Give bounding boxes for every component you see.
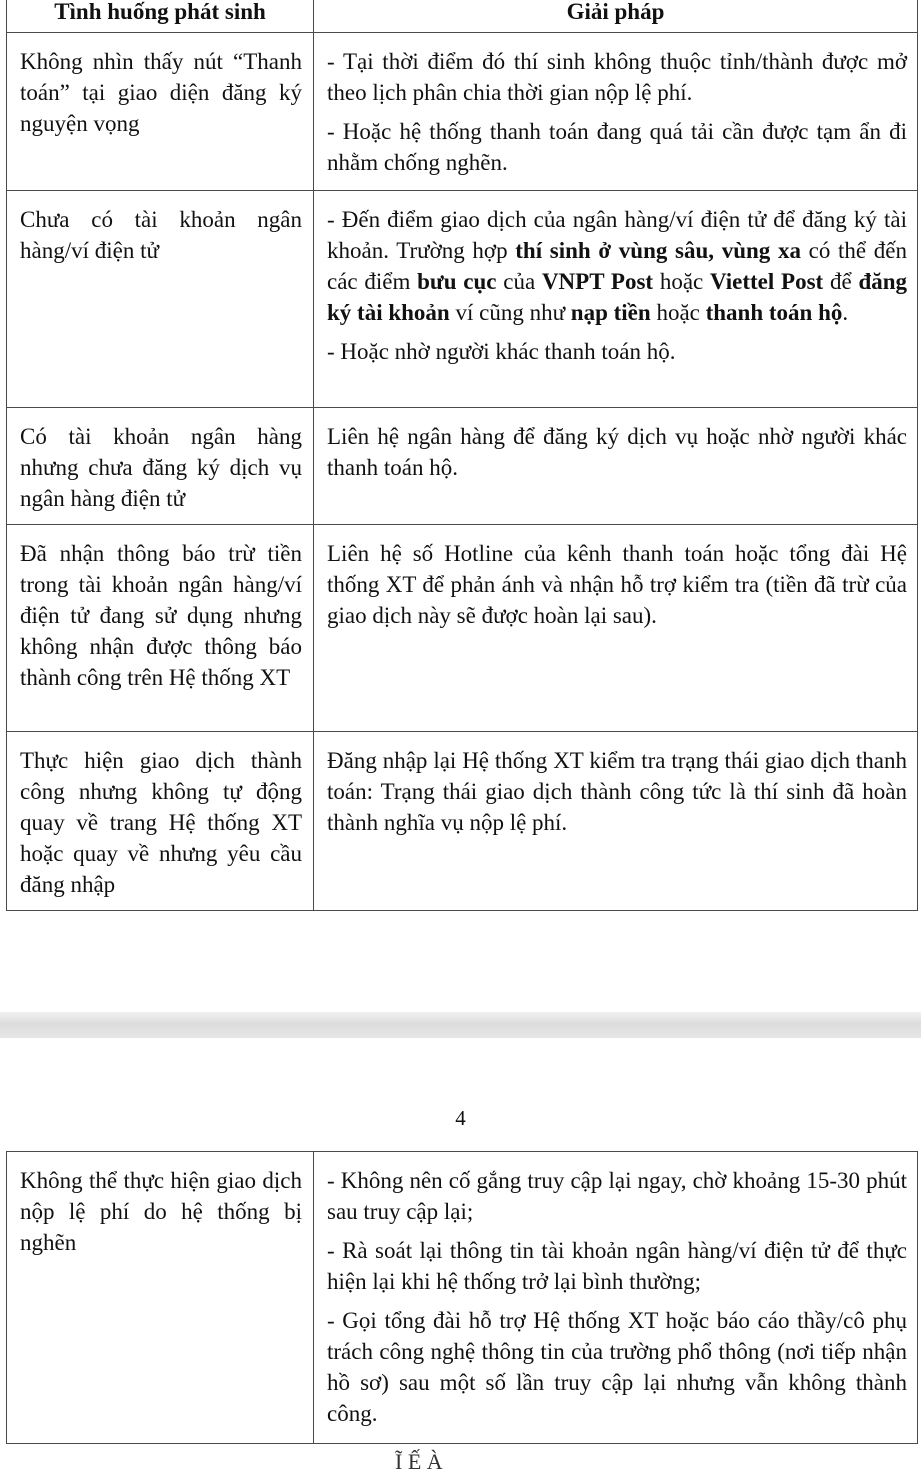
page-divider — [0, 1012, 921, 1038]
table-row — [7, 33, 918, 191]
table-row — [7, 191, 918, 408]
table-row — [7, 732, 918, 911]
situation-cell: Thực hiện giao dịch thành công nhưng không tự động quay về trang Hệ thống XT hoặc quay về nhưng yêu cầu đăng nhập — [7, 732, 314, 911]
solution-line: - Hoặc nhờ người khác thanh toán hộ. — [327, 339, 676, 364]
solution-cell — [314, 191, 918, 408]
table-row — [7, 408, 918, 525]
situation-cell: Đã nhận thông báo trừ tiền trong tài khoản ngân hàng/ví điện tử đang sử dụng nhưng không nhận được thông báo thành công trên Hệ thống XT — [7, 525, 314, 732]
solution-cell: Liên hệ số Hotline của kênh thanh toán hoặc tổng đài Hệ thống XT để phản ánh và nhận hỗ trợ kiểm tra (tiền đã trừ của giao dịch này sẽ được hoàn lại sau). — [314, 525, 918, 732]
solution-line: - Đến điểm giao dịch của ngân hàng/ví điện tử để đăng ký tài khoản. Trường hợp thí sinh ở vùng sâu, vùng xa có thể đến các điểm bưu cục của VNPT Post hoặc Viettel Post để đăng ký tài khoản ví cũng như nạp tiền hoặc thanh toán hộ. — [327, 207, 908, 325]
situation-cell: Không nhìn thấy nút “Thanh toán” tại giao diện đăng ký nguyện vọng — [7, 33, 314, 191]
troubleshooting-table — [6, 0, 918, 911]
page-number: 4 — [455, 1106, 466, 1130]
table-row — [7, 1152, 918, 1444]
solution-line: - Gọi tổng đài hỗ trợ Hệ thống XT hoặc báo cáo thầy/cô phụ trách công nghệ thông tin của trường phổ thông (nơi tiếp nhận hồ sơ) sau một số lần truy cập lại nhưng vẫn không thành công. — [327, 1308, 907, 1426]
solution-cell: Liên hệ ngân hàng để đăng ký dịch vụ hoặc nhờ người khác thanh toán hộ. — [314, 408, 918, 525]
troubleshooting-table-continued — [6, 1151, 918, 1444]
solution-cell: Đăng nhập lại Hệ thống XT kiểm tra trạng thái giao dịch thanh toán: Trạng thái giao dịch thành công tức là thí sinh đã hoàn thành nghĩa vụ nộp lệ phí. — [314, 732, 918, 911]
solution-cell — [314, 33, 918, 191]
situation-cell: Không thể thực hiện giao dịch nộp lệ phí do hệ thống bị nghẽn — [7, 1152, 314, 1444]
solution-line: - Rà soát lại thông tin tài khoản ngân hàng/ví điện tử để thực hiện lại khi hệ thống trở lại bình thường; — [327, 1238, 907, 1294]
header-situation: Tình huống phát sinh — [7, 0, 314, 33]
solution-cell — [314, 1152, 918, 1444]
cutoff-text: Ĩ Ế À — [395, 1449, 443, 1474]
solution-line: - Hoặc hệ thống thanh toán đang quá tải cần được tạm ẩn đi nhằm chống nghẽn. — [327, 119, 907, 175]
table-row — [7, 525, 918, 732]
solution-line: - Tại thời điểm đó thí sinh không thuộc tỉnh/thành được mở theo lịch phân chia thời gian nộp lệ phí. — [327, 49, 907, 105]
table-header-row — [7, 0, 918, 33]
header-solution: Giải pháp — [314, 0, 918, 33]
situation-cell: Có tài khoản ngân hàng nhưng chưa đăng ký dịch vụ ngân hàng điện tử — [7, 408, 314, 525]
solution-line: - Không nên cố gắng truy cập lại ngay, chờ khoảng 15-30 phút sau truy cập lại; — [327, 1168, 907, 1224]
situation-cell: Chưa có tài khoản ngân hàng/ví điện tử — [7, 191, 314, 408]
